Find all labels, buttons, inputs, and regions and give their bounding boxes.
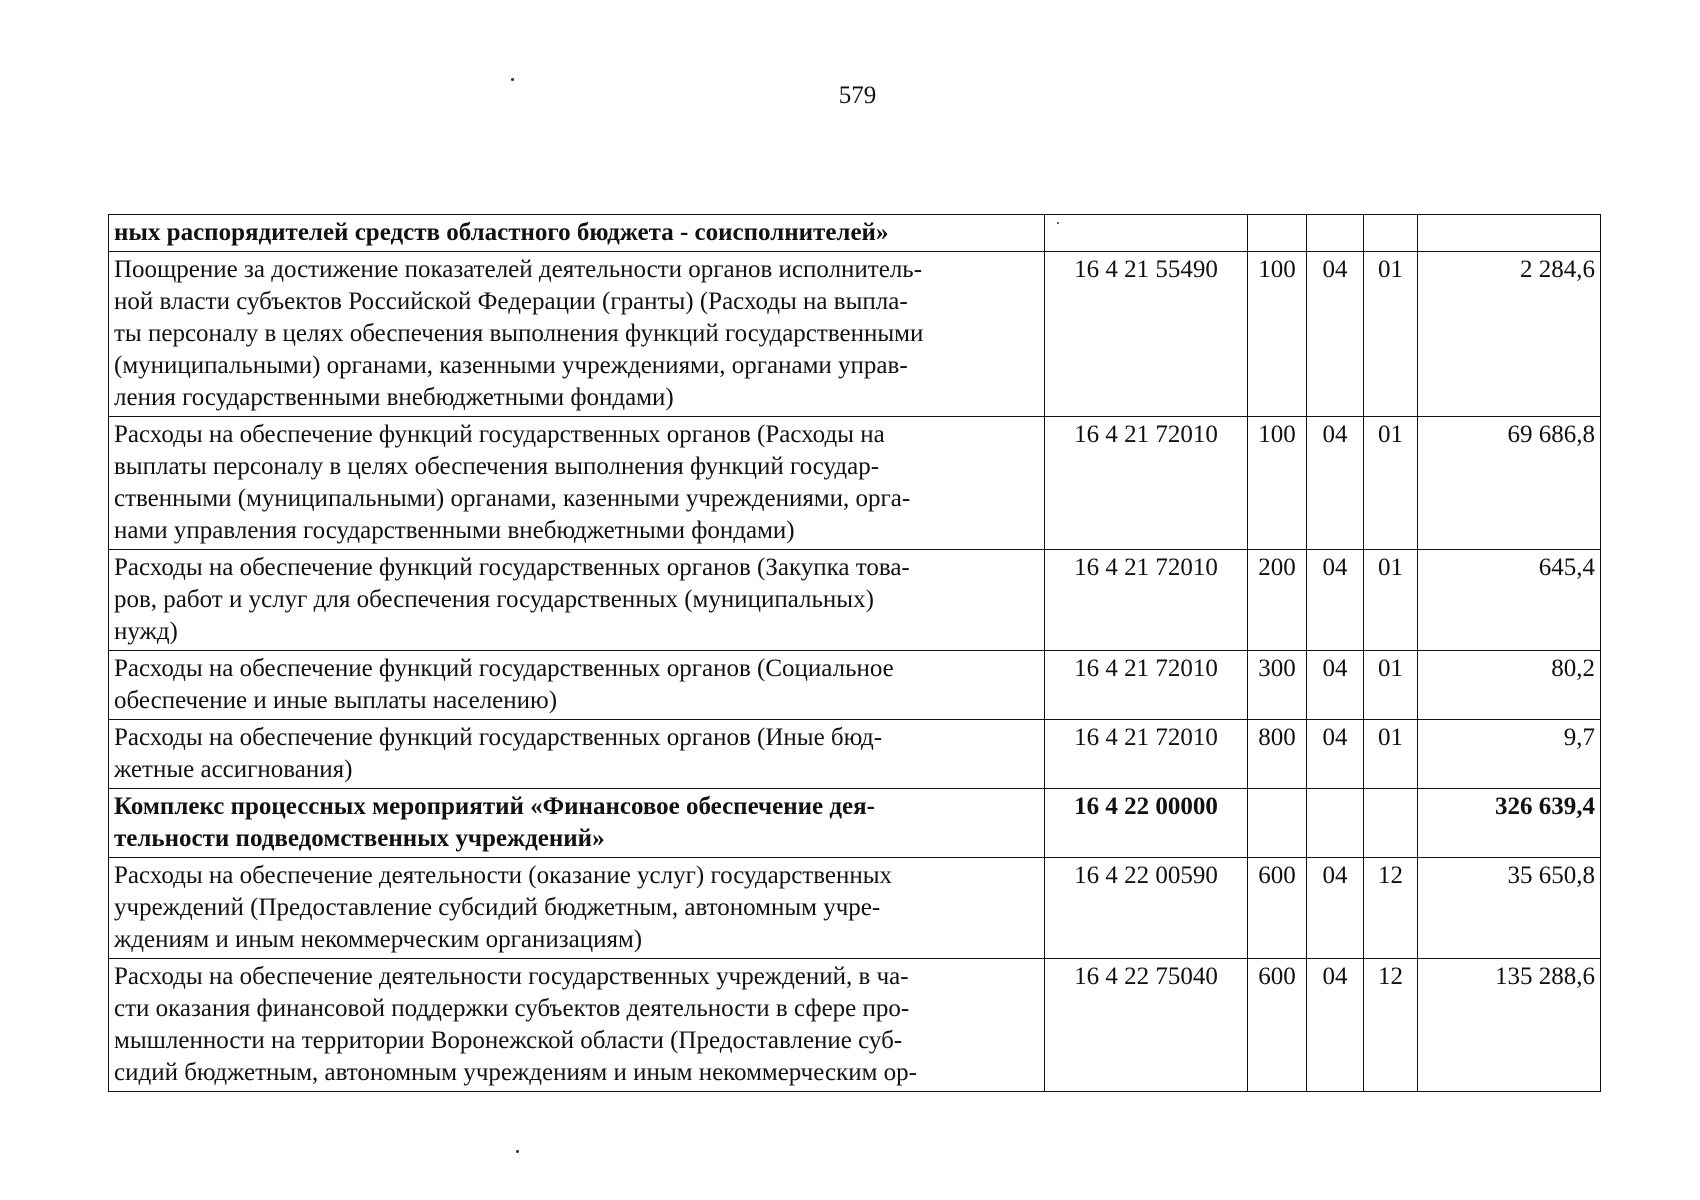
expense-type-cell: 100	[1248, 417, 1307, 550]
section-cell: 04	[1307, 651, 1364, 720]
section-cell: 04	[1307, 959, 1364, 1092]
table-row	[109, 720, 1601, 789]
target-article-code-cell: 16 4 21 72010	[1045, 550, 1248, 651]
subsection-cell: 01	[1364, 720, 1418, 789]
target-article-code-cell: 16 4 21 72010	[1045, 720, 1248, 789]
expense-type-cell	[1248, 215, 1307, 252]
target-article-code-cell	[1045, 215, 1248, 252]
amount-cell: 9,7	[1418, 720, 1601, 789]
expense-name-cell	[109, 720, 1045, 789]
expense-name-text: Комплекс процессных мероприятий «Финансовое обеспечение дея- тельности подведомственных учреждений»	[114, 793, 875, 852]
target-article-code-cell: 16 4 21 72010	[1045, 417, 1248, 550]
expense-name-cell	[109, 550, 1045, 651]
expense-name-cell	[109, 651, 1045, 720]
expense-name-text: ных распорядителей средств областного бюджета - соисполнителей»	[114, 219, 889, 246]
expense-name-cell	[109, 959, 1045, 1092]
table-row	[109, 789, 1601, 858]
section-cell: 04	[1307, 720, 1364, 789]
expense-name-text: Расходы на обеспечение функций государственных органов (Иные бюд- жетные ассигнования)	[114, 724, 883, 783]
section-cell	[1307, 215, 1364, 252]
amount-cell: 135 288,6	[1418, 959, 1601, 1092]
table-row	[109, 417, 1601, 550]
subsection-cell: 01	[1364, 651, 1418, 720]
expense-name-cell	[109, 858, 1045, 959]
table-row	[109, 550, 1601, 651]
expense-name-cell	[109, 252, 1045, 417]
expense-type-cell: 800	[1248, 720, 1307, 789]
subsection-cell	[1364, 789, 1418, 858]
subsection-cell: 01	[1364, 252, 1418, 417]
amount-cell: 2 284,6	[1418, 252, 1601, 417]
expense-type-cell: 600	[1248, 858, 1307, 959]
target-article-code-cell: 16 4 22 00590	[1045, 858, 1248, 959]
amount-cell: 645,4	[1418, 550, 1601, 651]
expense-name-text: Расходы на обеспечение деятельности государственных учреждений, в ча- сти оказания финансовой поддержки субъектов деятельности в сфере про- мышленности на территории Воронежской области (Предоставление суб- сидий бюджетным, автономным учреждениям и иным некоммерческим ор-	[114, 963, 917, 1086]
section-cell: 04	[1307, 417, 1364, 550]
amount-cell: 80,2	[1418, 651, 1601, 720]
amount-cell: 326 639,4	[1418, 789, 1601, 858]
target-article-code-cell: 16 4 22 75040	[1045, 959, 1248, 1092]
subsection-cell: 01	[1364, 550, 1418, 651]
table-row	[109, 215, 1601, 252]
subsection-cell: 12	[1364, 959, 1418, 1092]
section-cell	[1307, 789, 1364, 858]
table-row	[109, 651, 1601, 720]
subsection-cell	[1364, 215, 1418, 252]
scan-speck	[516, 1150, 519, 1153]
subsection-cell: 12	[1364, 858, 1418, 959]
expense-name-cell	[109, 215, 1045, 252]
expense-type-cell: 100	[1248, 252, 1307, 417]
table-row	[109, 252, 1601, 417]
target-article-code-cell: 16 4 21 55490	[1045, 252, 1248, 417]
table-row	[109, 858, 1601, 959]
section-cell: 04	[1307, 858, 1364, 959]
amount-cell: 69 686,8	[1418, 417, 1601, 550]
expense-name-text: Расходы на обеспечение функций государственных органов (Закупка това- ров, работ и услуг для обеспечения государственных (муниципальных) нужд)	[114, 554, 910, 645]
expense-name-text: Расходы на обеспечение функций государственных органов (Расходы на выплаты персоналу в целях обеспечения выполнения функций государ- ственными (муниципальными) органами, казенными учреждениями, орга- нами управления государственными внебюджетными фондами)	[114, 421, 911, 544]
amount-cell: 35 650,8	[1418, 858, 1601, 959]
amount-cell	[1418, 215, 1601, 252]
expense-type-cell: 600	[1248, 959, 1307, 1092]
target-article-code-cell: 16 4 21 72010	[1045, 651, 1248, 720]
expense-name-text: Расходы на обеспечение деятельности (оказание услуг) государственных учреждений (Предоставление субсидий бюджетным, автономным учре- ждениям и иным некоммерческим организациям)	[114, 862, 893, 953]
expense-name-text: Поощрение за достижение показателей деятельности органов исполнитель- ной власти субъектов Российской Федерации (гранты) (Расходы на выпла- ты персоналу в целях обеспечения выполнения функций государственными (муниципальными) органами, казенными учреждениями, органами управ- ления государственными внебюджетными фондами)	[114, 256, 924, 411]
page-number: 579	[838, 82, 877, 109]
target-article-code-cell: 16 4 22 00000	[1045, 789, 1248, 858]
budget-table	[108, 214, 1601, 1092]
expense-name-cell	[109, 789, 1045, 858]
expense-type-cell	[1248, 789, 1307, 858]
table-row	[109, 959, 1601, 1092]
expense-name-text: Расходы на обеспечение функций государственных органов (Социальное обеспечение и иные выплаты населению)	[114, 655, 894, 714]
section-cell: 04	[1307, 550, 1364, 651]
scan-speck	[511, 78, 514, 81]
subsection-cell: 01	[1364, 417, 1418, 550]
expense-type-cell: 200	[1248, 550, 1307, 651]
budget-table-body	[109, 215, 1601, 1092]
expense-type-cell: 300	[1248, 651, 1307, 720]
expense-name-cell	[109, 417, 1045, 550]
section-cell: 04	[1307, 252, 1364, 417]
